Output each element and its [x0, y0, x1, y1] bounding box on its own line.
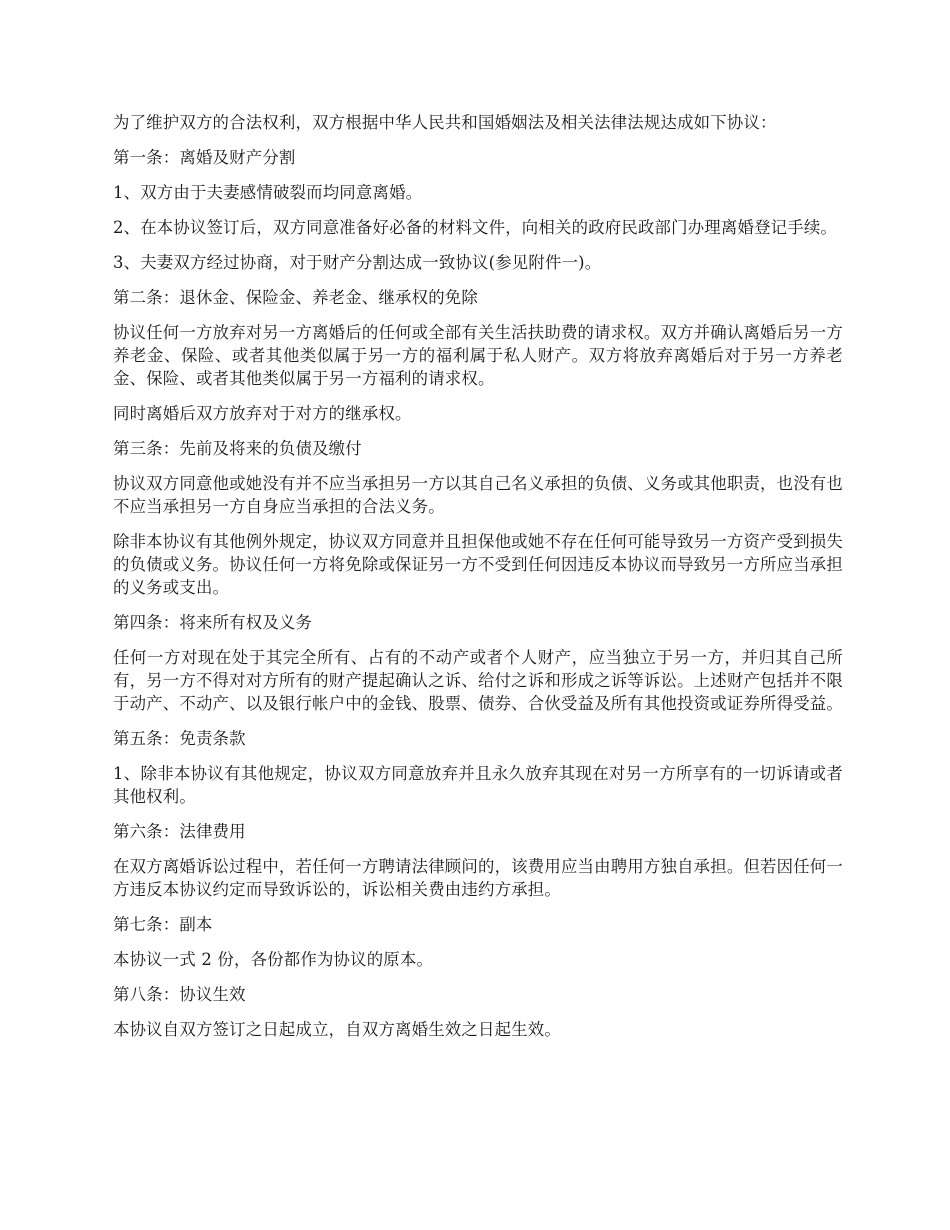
article-7-heading: 第七条：副本 — [113, 915, 213, 934]
article-2-heading: 第二条：退休金、保险金、养老金、继承权的免除 — [113, 288, 478, 307]
article-4-paragraph: 任何一方对现在处于其完全所有、占有的不动产或者个人财产，应当独立于另一方，并归其自己所有，另一方不得对对方所有的财产提起确认之诉、给付之诉和形成之诉等诉讼。上述财产包括并不限于动产、不动产、以及银行帐户中的金钱、股票、债券、合伙受益及所有其他投资或证券所得受益。 — [113, 648, 843, 713]
article-6-paragraph: 在双方离婚诉讼过程中，若任何一方聘请法律顾问的，该费用应当由聘用方独自承担。但若因任何一方违反本协议约定而导致诉讼的，诉讼相关费由违约方承担。 — [113, 857, 843, 899]
article-5-item-1: 1、除非本协议有其他规定，协议双方同意放弃并且永久放弃其现在对另一方所享有的一切诉请或者其他权利。 — [113, 764, 843, 806]
article-8-paragraph: 本协议自双方签订之日起成立，自双方离婚生效之日起生效。 — [113, 1020, 561, 1039]
article-3-heading: 第三条：先前及将来的负债及缴付 — [113, 439, 362, 458]
article-1-item-1: 1、双方由于夫妻感情破裂而均同意离婚。 — [113, 183, 423, 202]
article-1-item-2: 2、在本协议签订后，双方同意准备好必备的材料文件，向相关的政府民政部门办理离婚登记手续。 — [113, 218, 838, 237]
article-3-paragraph-2: 除非本协议有其他例外规定，协议双方同意并且担保他或她不存在任何可能导致另一方资产受到损失的负债或义务。协议任何一方将免除或保证另一方不受到任何因违反本协议而导致另一方所应当承担的义务或支出。 — [113, 532, 843, 597]
article-2-paragraph-2: 同时离婚后双方放弃对于对方的继承权。 — [113, 404, 412, 423]
preamble-paragraph: 为了维护双方的合法权利，双方根据中华人民共和国婚姻法及相关法律法规达成如下协议： — [113, 113, 777, 132]
article-5-heading: 第五条：免责条款 — [113, 729, 246, 748]
document-body — [113, 111, 843, 1053]
article-1-heading: 第一条：离婚及财产分割 — [113, 148, 296, 167]
article-3-paragraph-1: 协议双方同意他或她没有并不应当承担另一方以其自己名义承担的负债、义务或其他职责，也没有也不应当承担另一方自身应当承担的合法义务。 — [113, 474, 843, 516]
article-2-paragraph-1: 协议任何一方放弃对另一方离婚后的任何或全部有关生活扶助费的请求权。双方并确认离婚后另一方养老金、保险、或者其他类似属于另一方的福利属于私人财产。双方将放弃离婚后对于另一方养老金、保险、或者其他类似属于另一方福利的请求权。 — [113, 323, 843, 388]
article-8-heading: 第八条：协议生效 — [113, 985, 246, 1004]
article-4-heading: 第四条：将来所有权及义务 — [113, 613, 313, 632]
article-1-item-3: 3、夫妻双方经过协商，对于财产分割达成一致协议(参见附件一)。 — [113, 253, 602, 272]
article-7-paragraph: 本协议一式 2 份，各份都作为协议的原本。 — [113, 950, 434, 969]
article-6-heading: 第六条：法律费用 — [113, 822, 246, 841]
